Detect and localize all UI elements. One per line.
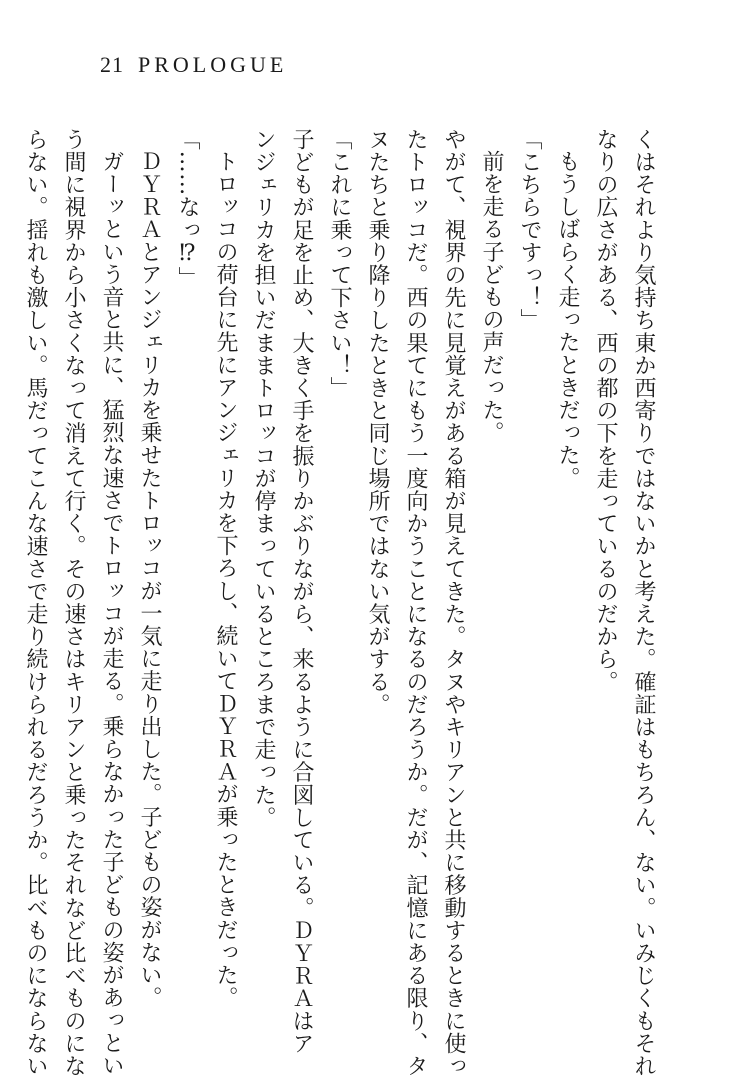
text-line: ンジェリカを担いだままトロッコが停まっているところまで走った。 [251, 128, 276, 829]
text-line: ガーッという音と共に、猛烈な速さでトロッコが走る。乗らなかった子どもの姿があっとい [99, 150, 124, 1077]
text-line: 「これに乗って下さい！」 [327, 128, 352, 400]
section-title: PROLOGUE [138, 52, 288, 77]
text-line: トロッコの荷台に先にアンジェリカを下ろし、続いてＤＹＲＡが乗ったときだった。 [213, 150, 238, 1009]
text-line: う間に視界から小さくなって消えて行く。その速さはキリアンと乗ったそれなど比べものにな [61, 128, 86, 1077]
text-line: くはそれより気持ち東か西寄りではないかと考えた。確証はもちろん、ない。いみじくもそれ [631, 128, 656, 1077]
text-line: 「……なっ⁉」 [175, 128, 200, 290]
text-line: やがて、視界の先に見覚えがある箱が見えてきた。タヌやキリアンと共に移動するときに使っ [441, 128, 466, 1077]
text-line: 前を走る子どもの声だった。 [479, 150, 504, 444]
text-line: ヌたちと乗り降りしたときと同じ場所ではない気がする。 [365, 128, 390, 716]
text-line: ＤＹＲＡとアンジェリカを乗せたトロッコが一気に走り出した。子どもの姿がない。 [137, 150, 162, 1009]
text-line: らない。揺れも激しい。馬だってこんな速さで走り続けられるだろうか。比べものにならない [23, 128, 48, 1077]
page-header [100, 50, 287, 80]
page-number: 21 [100, 52, 124, 77]
text-line: 「こちらですっ！」 [517, 128, 542, 332]
vertical-text-body [23, 128, 662, 1077]
text-line: たトロッコだ。西の果てにもう一度向かうことになるのだろうか。だが、記憶にある限り、タ [403, 128, 428, 1077]
text-line: 子どもが足を止め、大きく手を振りかぶりながら、来るように合図している。ＤＹＲＡはア [289, 128, 314, 1055]
text-line: もうしばらく走ったときだった。 [555, 150, 580, 489]
text-line: なりの広さがある、西の都の下を走っているのだから。 [593, 128, 618, 693]
